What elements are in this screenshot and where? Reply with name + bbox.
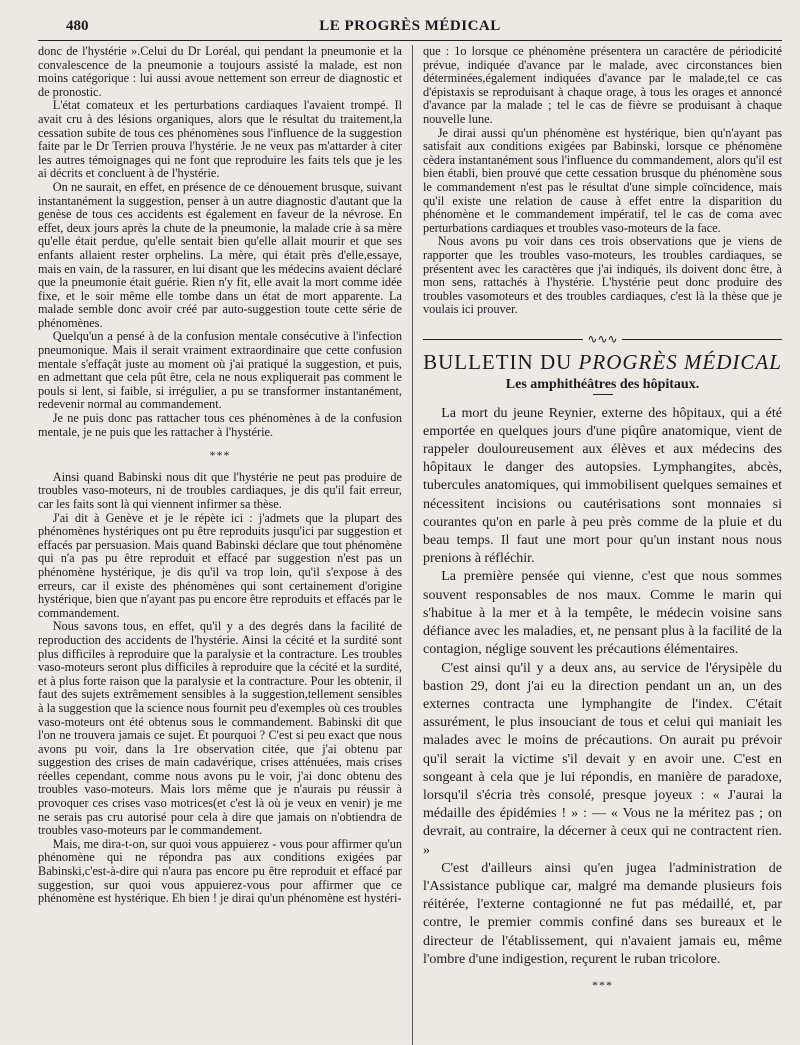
paragraph: que : 1o lorsque ce phénomène présentera un caractère de périodicité prévue, indiquée d'avance par le malade, avec circonstances bien déterminées,également indiquées d'avance par le malade,tel ce cas d'épistaxis se reproduisant à chaque orage, à tous les orages et annoncé d'avance par la malade ; tel le cas de fièvre se produisant à chaque nouvelle lune. [423,44,782,126]
bulletin-heading-prefix: BULLETIN DU [423,350,579,375]
asterism-divider: *​*​* [209,448,231,463]
paragraph: Ainsi quand Babinski nous dit que l'hystérie ne peut pas produire de troubles vaso-moteurs, ni de troubles cardiaques, je dis qu'il fait erreur, car les faits sont là qui viennent infirmer sa thèse. [38,469,402,511]
section-divider [423,333,782,347]
paragraph: C'est d'ailleurs ainsi qu'en jugea l'administration de l'Assistance publique car, malgré ma demande plusieurs fois réitérée, l'externe contagionné ne fut pas médaillé, et, par contre, le premier commis confiné dans ses bureaux et le directeur de l'établissement, qui n'avaient jamais eu, même l'ombre d'une indigestion, reçurent le ruban tricolore. [423,860,782,967]
bulletin-heading [423,350,782,375]
right-column [412,45,782,1045]
paragraph: Quelqu'un a pensé à de la confusion mentale consécutive à l'infection pneumonique. Mais il serait vraiment extraordinaire que cette confusion mentale s'effaçât juste au moment où j'ai pratiqué la suggestion, et puis, en admettant que cela pût être, cela ne nous expliquerait pas comment le pouls si lent, si faible, si irrégulier, a pu se transformer instantanément, redevenir normal au commandement. [38,329,402,412]
bulletin-heading-italic: PROGRÈS MÉDICAL [578,350,782,375]
asterism-divider: *​*​* [592,977,613,992]
paragraph: Nous avons pu voir dans ces trois observations que je viens de rapporter que les troubles vaso-moteurs, les troubles cardiaques, se présentent avec les caractères que j'ai indiqués, ils doivent donc être, à mon sens, rattachés à l'hystérie. L'hystérie peut donc produire des troubles vasomoteurs et des troubles cardiaques, c'est là la thèse que je voulais ici prouver. [423,234,782,317]
wave-ornament-icon: ∿∿∿ [587,331,618,346]
journal-title: LE PROGRÈS MÉDICAL [319,18,501,34]
paragraph: C'est ainsi qu'il y a deux ans, au service de l'érysipèle du bastion 29, dont j'ai eu la direction pendant un an, un des externes contracta une lymphangite de l'index. C'était assurément, le plus insouciant de tous et celui qui maniait les malades avec le moins de précautions. On aurait pu prévoir qu'il serait la victime s'il devait y en avoir une. C'est en songeant à cela que je lui répondis, en manière de paradoxe, lorsqu'il s'écria très consolé, presque joyeux : « J'aurai la médaille des épidémies ! » : — « Vous ne la méritez pas ; on devrait, au contraire, la décerner à ceux qui ne contractent rien. » [423,660,782,858]
title-underline [593,394,613,395]
paragraph: Je ne puis donc pas rattacher tous ces phénomènes à de la confusion mentale, je ne puis que les rattacher à l'hystérie. [38,411,402,439]
paragraph: L'état comateux et les perturbations cardiaques l'avaient trompé. Il avait cru à des lésions organiques, alors que le résultat du traitement,la cessation subite de tous ces phénomènes sous l'influence de la suggestion faite par le Dr Terrien prouva l'hystérie. Je ne veux pas m'attarder à citer les autres témoignages qui ne font que reproduire les faits tels que je les ai décrits et concluent à de l'hystérie. [38,98,402,181]
paragraph: Mais, me dira-t-on, sur quoi vous appuierez - vous pour affirmer qu'un phénomène qui ne répondra pas aux conditions exigées par Babinski,c'est-à-dire qui n'aura pas encore pu être reproduit et effacé par suggestion, sur quoi vous appuierez-vous pour affirmer que ce phénomène est hystérique. Eh bien ! je dirai qu'un phénomène est hystéri- [38,836,402,906]
text-columns [38,45,782,1045]
paragraph: La mort du jeune Reynier, externe des hôpitaux, qui a été emportée en quelques jours d'une piqûre anatomique, vient de rappeler douloureusement aux élèves et aux médecins des hôpitaux le danger des autopsies. Lymphangites, abcès, tubercules anatomiques, qui immobilisent quelques semaines et nécessitent incisions ou cautérisations sont monnaies si courantes qu'on en parle à peu près comme de la pluie et du beau temps. Il faut une mort pour qu'un instant nous nous prenions à réfléchir. [423,405,782,567]
left-column [38,45,412,1045]
divider-line [622,339,782,341]
paragraph: J'ai dit à Genève et je le répète ici : j'admets que la plupart des phénomènes hystériques ont pu être reproduits jusqu'ici par suggestion et effacés par persuasion. Mais quand Babinski déclare que tout phénomène qui n'a pas pu être reproduit et effacé par suggestion n'est pas un phénomène hystérique, je dis qu'il va trop loin, qu'il s'expose à des erreurs, car il existe des phénomènes qui sont certainement d'origine hystérique, bien que n'ayant pas pu encore être reproduits et effacés par le commandement. [38,510,402,620]
paragraph: On ne saurait, en effet, en présence de ce dénouement brusque, suivant instantanément la suggestion, penser à un autre diagnostic d'autant que la genèse de tous ces accidents est également en faveur de la névrose. En effet, deux jours après la chute de la pneumonie, la malade crie à sa mère qu'elle était perdue, qu'elle sentait bien qu'elle allait mourir et que ses enfants allaient rester orphelins. La mère, qui était près d'elle,essaye, mais en vain, de la rassurer, en lui disant que les médecins avaient déclaré que la pneumonie était guérie. Rien n'y fit, elle avait la mort comme idée fixe, et le soir même elle tombe dans un état de mort apparente. La malade semble donc avoir créé par auto-suggestion toute cette série de phénomènes. [38,179,402,330]
page-number: 480 [66,18,89,34]
paragraph: La première pensée qui vienne, c'est que nous sommes souvent responsables de nos maux. Comme le marin qui s'habitue à la mer et à la tempête, le médecin voisine sans défiance avec les maladies, et, ne pensant plus à la facilité de la contagion, néglige souvent les précautions élémentaires. [423,569,782,658]
bulletin-article [423,405,782,969]
paragraph: donc de l'hystérie ».Celui du Dr Loréal, qui pendant la pneumonie et la convalescence de la pneumonie a toujours assisté la malade, est non moins catégorique : lui aussi avoue nettement son erreur de diagnostic et de pronostic. [38,44,402,99]
page-header [38,18,782,41]
article-title: Les amphithéâtres des hôpitaux. [505,377,700,393]
divider-line [423,339,583,341]
paragraph: Nous savons tous, en effet, qu'il y a des degrés dans la facilité de reproduction des accidents de l'hystérie. Ainsi la cécité et la surdité sont plus difficiles à reproduire que la paralysie et la contracture. Les troubles vaso-moteurs seront plus difficiles à reproduire que la cécité et la surdité, et à plus forte raison que la paralysie et la contracture. Pour les obtenir, il faut des sujets extrêmement sensibles à la suggestion,tellement sensibles à la suggestion que la science nous fournit peu d'exemples où ces troubles vaso-moteurs ont été obtenus sous le commandement. Babinski dit que l'on ne trouvera jamais ce sujet. Et pourquoi ? C'est si peu exact que nous avons pu voir, dans la 1re observation citée, que j'ai obtenu par suggestion des crises de main cadavérique, crises atténuées, mais crises réelles cependant, comme nous avons pu le voir, j'ai donc obtenu des troubles vaso-moteurs. Mais lors même que je n'aurais pu réussir à provoquer ces crises vaso motrices(et c'est là où je veux en venir) je me ne serais pas cru autorisé pour cela à dire que jamais on n'obtiendra de troubles vaso-moteurs par le commandement. [38,619,402,838]
paragraph: Je dirai aussi qu'un phénomène est hystérique, bien qu'n'ayant pas satisfait aux conditions exigées par Babinski, lorsque ce phénomène cèdera instantanément sous l'influence du commandement, alors qu'il est bien établi, bien prouvé que cette cessation brusque du phénomène sous le commandement n'est pas le résultat d'une simple coïncidence, mais qu'il existe une relation de cause à effet entre la disparition du phénomène et le commandement impératif, tel le cas de coma avec perturbations cardiaques et troubles vaso-moteurs de la face. [423,125,782,235]
